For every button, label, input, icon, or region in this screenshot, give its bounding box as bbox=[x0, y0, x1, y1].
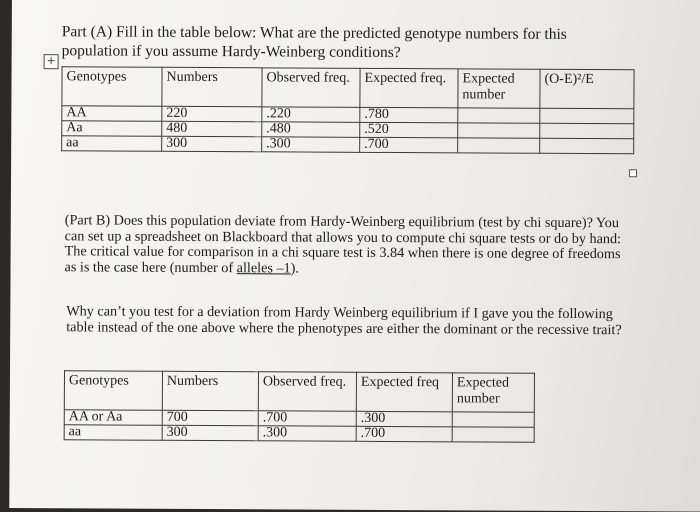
table-a-header-genotypes: Genotypes bbox=[62, 67, 162, 107]
table-a-cell: .700 bbox=[360, 137, 458, 153]
table-a-cell: AA bbox=[62, 106, 162, 122]
table-row bbox=[64, 425, 534, 442]
table-b-cell: aa bbox=[64, 425, 162, 441]
table-b-cell: .700 bbox=[258, 411, 356, 427]
table-b-header-row bbox=[64, 371, 534, 412]
part-b-text: (Part B) Does this population deviate from Hardy-Weinberg equilibrium (test by chi square)? You can set up a spreadsheet on Blackboard that allows you to compute chi square tests or do by hand: The critical value for comparison in a chi square test is 3.84 when there is one degree of freedoms as is the case here (number of bbox=[64, 212, 622, 276]
table-b-cell: .300 bbox=[258, 426, 356, 442]
table-a-cell: 220 bbox=[162, 106, 262, 122]
table-a-header-numbers: Numbers bbox=[162, 67, 262, 107]
table-a-cell-input[interactable] bbox=[458, 108, 540, 123]
table-a-cell-input[interactable] bbox=[540, 138, 634, 153]
table-a-header-expected-freq: Expected freq. bbox=[360, 68, 458, 108]
table-b-header-observed-freq: Observed freq. bbox=[258, 372, 356, 412]
phenotype-table bbox=[64, 370, 535, 442]
table-b-cell: AA or Aa bbox=[64, 410, 162, 426]
part-b-text-end: ). bbox=[290, 260, 300, 277]
table-move-handle-icon[interactable]: + bbox=[44, 54, 59, 69]
alleles-link[interactable]: alleles –1 bbox=[236, 259, 291, 277]
table-a-cell: Aa bbox=[62, 121, 162, 137]
table-b-cell: 300 bbox=[162, 425, 258, 441]
table-a-header-row bbox=[62, 67, 634, 109]
table-resize-handle[interactable] bbox=[629, 169, 637, 177]
table-b-cell: .300 bbox=[356, 411, 452, 427]
table-a-header-expected-number: Expected number bbox=[458, 69, 540, 108]
table-b-cell: 700 bbox=[162, 410, 258, 426]
table-a-cell-input[interactable] bbox=[458, 123, 540, 138]
table-a-cell: .300 bbox=[262, 137, 360, 153]
table-a-header-observed-freq: Observed freq. bbox=[262, 68, 360, 108]
table-a-cell-input[interactable] bbox=[540, 108, 634, 123]
table-b-header-expected-freq: Expected freq bbox=[356, 372, 452, 412]
table-a-cell: .780 bbox=[360, 107, 458, 123]
table-b-header-numbers: Numbers bbox=[162, 371, 258, 411]
table-a-cell: 300 bbox=[162, 136, 262, 152]
part-c-paragraph: Why can’t you test for a deviation from Hardy Weinberg equilibrium if I gave you the following table instead of the one above where the phenotypes are either the dominant or the recessive trait? bbox=[66, 303, 622, 338]
part-a-heading: Part (A) Fill in the table below: What are the predicted genotype numbers for this population if you assume Hardy-Weinberg conditions? bbox=[61, 23, 567, 62]
table-a-cell: aa bbox=[62, 136, 162, 152]
table-a-cell: .480 bbox=[262, 122, 360, 138]
table-b-cell-input[interactable] bbox=[452, 427, 534, 442]
table-a-cell-input[interactable] bbox=[540, 123, 634, 138]
part-b-paragraph bbox=[64, 213, 624, 278]
table-b-cell-input[interactable] bbox=[452, 412, 534, 427]
table-a-cell: .220 bbox=[262, 107, 360, 123]
table-row bbox=[62, 136, 634, 154]
table-a-cell: 480 bbox=[162, 121, 262, 137]
document-page bbox=[9, 0, 700, 512]
table-a-cell-input[interactable] bbox=[458, 138, 540, 153]
table-a-cell: .520 bbox=[360, 122, 458, 138]
table-b-header-expected-number: Expected number bbox=[452, 373, 534, 412]
table-b-cell: .700 bbox=[356, 426, 452, 442]
table-a-header-chi-term: (O-E)²/E bbox=[540, 69, 634, 108]
genotype-table-a bbox=[61, 66, 634, 154]
table-b-header-genotypes: Genotypes bbox=[64, 371, 162, 411]
